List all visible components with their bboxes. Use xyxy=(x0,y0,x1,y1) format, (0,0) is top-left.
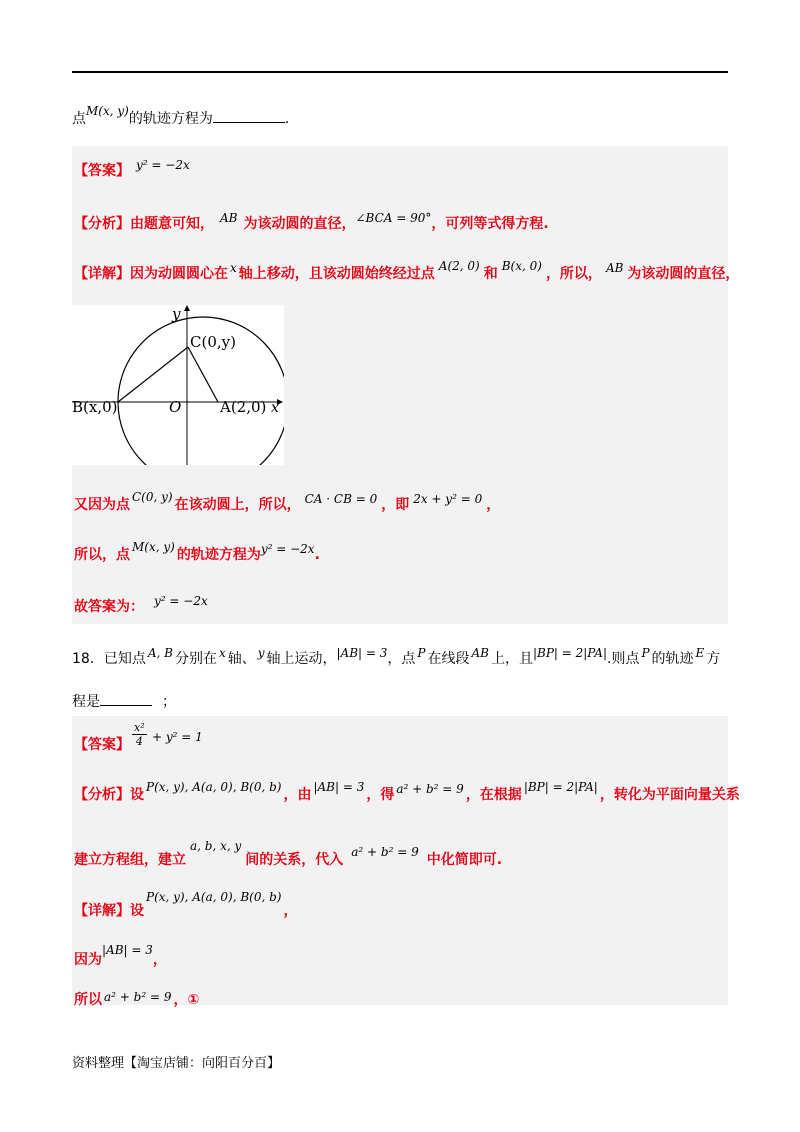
label-a: A(2,0) xyxy=(220,398,267,416)
y-axis-label: y xyxy=(172,305,181,323)
label-b: B(x,0) xyxy=(72,398,118,416)
q17-analysis: 【分析】由题意可知， AB 为该动圆的直径，∠BCA = 90°，可列等式得方程. xyxy=(74,211,549,232)
q17-intro: 点M(x, y)的轨迹方程为 . xyxy=(72,104,290,127)
label-o: O xyxy=(169,398,182,416)
q17-detail-line2: 又因为点 C(0, y) 在该动圆上，所以， CA · CB = 0 ，即 2x + y² = 0 ， xyxy=(74,490,501,513)
answer-blank xyxy=(100,705,152,706)
label-c: C(0,y) xyxy=(190,333,236,351)
q18-answer-rest: + y² = 1 xyxy=(152,730,203,744)
q18-detail-line2: 因为|AB| = 3， xyxy=(74,943,167,968)
q18-answer: 【答案】 xyxy=(74,737,130,753)
q17-detail: 【详解】因为动圆圆心在 x 轴上移动，且该动圆始终经过点 A(2, 0) 和 B(x, 0) ，所以， AB 为该动圆的直径， xyxy=(74,259,740,282)
q17-detail-line3: 所以，点 M(x, y) 的轨迹方程为y² = −2x. xyxy=(74,540,320,563)
q18-analysis-line2: 建立方程组，建立a, b, x, y间的关系，代入 a² + b² = 9 中化简即可. xyxy=(74,839,503,868)
q18-detail-line3: 所以 a² + b² = 9 ，① xyxy=(74,990,200,1008)
q18-stem: 18．已知点 A, B 分别在 x 轴、 y 轴上运动，|AB| = 3，点 P 在线段 AB 上，且|BP| = 2|PA|.则点 P 的轨迹 E 方 xyxy=(72,646,721,667)
q18-answer-fraction: x² 4 xyxy=(134,721,145,748)
q18-analysis: 【分析】设 P(x, y), A(a, 0), B(0, b) ，由 |AB| = 3 ，得 a² + b² = 9 ，在根据 |BP| = 2|PA| ，转化为平面向量关系 xyxy=(74,780,740,803)
q18-detail: 【详解】设P(x, y), A(a, 0), B(0, b)， xyxy=(74,890,298,919)
q18-stem-line2: 程是 ； xyxy=(72,694,176,710)
x-axis-label: x xyxy=(271,400,279,416)
header-rule xyxy=(72,71,728,73)
q17-final-answer: 故答案为： y² = −2x xyxy=(74,594,208,615)
answer-blank xyxy=(213,122,285,123)
q17-answer: 【答案】 y² = −2x xyxy=(74,158,190,179)
footer-source: 资料整理【淘宝店铺：向阳百分百】 xyxy=(72,1056,281,1071)
circle-diagram xyxy=(72,305,284,465)
